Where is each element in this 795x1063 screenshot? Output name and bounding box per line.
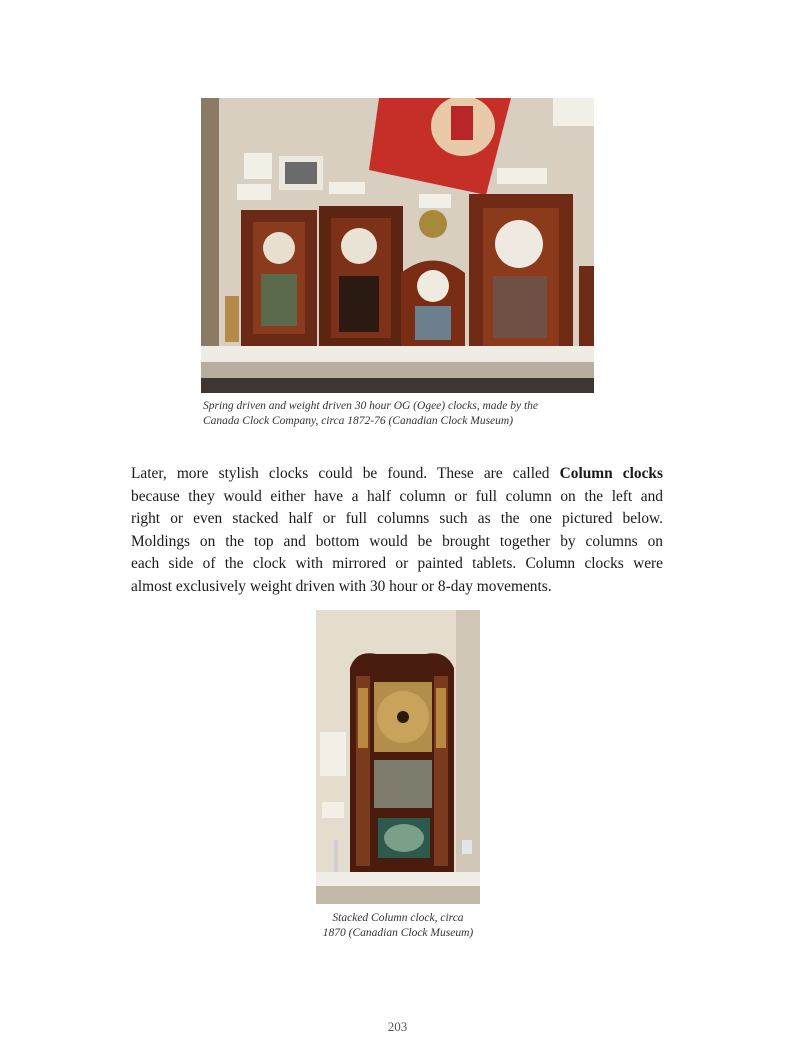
column-clocks-term: Column clocks: [559, 465, 663, 482]
paragraph-line: each side of the clock with mirrored or painted tablets. Column clocks were: [131, 555, 663, 572]
caption-line: Spring driven and weight driven 30 hour OG (Ogee) clocks, made by the: [203, 400, 539, 412]
paragraph-line: Moldings on the top and bottom would be brought together by columns on: [131, 532, 663, 550]
ogee-clocks-photo: [201, 98, 594, 393]
figure1-caption: [203, 399, 603, 429]
paragraph-line: almost exclusively weight driven with 30 hour or 8-day movements.: [131, 577, 552, 595]
caption-line: Canada Clock Company, circa 1872-76 (Canadian Clock Museum): [203, 415, 514, 427]
paragraph-line: [131, 463, 663, 486]
caption-line: 1870 (Canadian Clock Museum): [322, 927, 474, 939]
paragraph-line: right or even stacked half or full columns such as the one pictured below.: [131, 510, 663, 527]
caption-line: Stacked Column clock, circa: [332, 912, 464, 924]
paragraph-line: because they would either have a half column or full column on the left and: [131, 487, 663, 505]
column-clock-photo: [316, 610, 480, 904]
page-number: 203: [387, 1019, 408, 1034]
figure2-caption: [310, 911, 486, 941]
paragraph-text: Later, more stylish clocks could be found. These are called: [131, 465, 560, 482]
body-paragraph: [131, 463, 663, 598]
